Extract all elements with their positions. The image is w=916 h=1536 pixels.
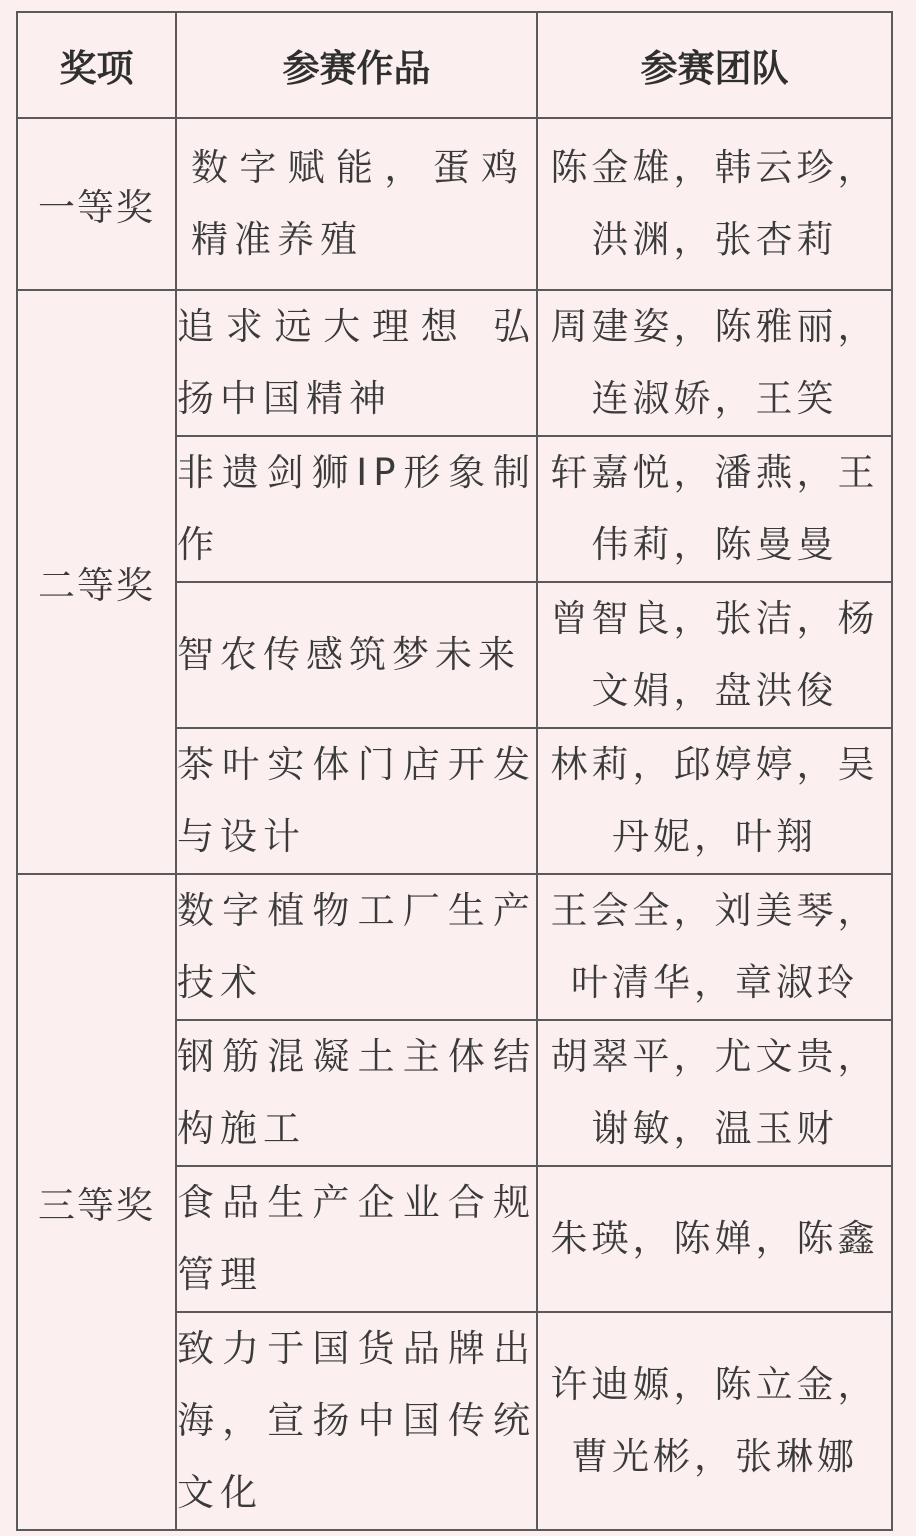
work-cell: 非遗剑狮IP形象制作 (176, 436, 537, 582)
work-cell: 智农传感筑梦未来 (176, 582, 537, 728)
table-row (17, 118, 892, 290)
work-cell: 致力于国货品牌出海，宣扬中国传统文化 (176, 1312, 537, 1530)
work-cell: 数字赋能，蛋鸡精准养殖 (176, 118, 537, 290)
header-award: 奖项 (17, 12, 176, 118)
work-cell: 数字植物工厂生产技术 (176, 874, 537, 1020)
header-work: 参赛作品 (176, 12, 537, 118)
team-cell: 朱瑛，陈婵，陈鑫 (537, 1166, 892, 1312)
table-row (17, 290, 892, 436)
work-cell: 钢筋混凝土主体结构施工 (176, 1020, 537, 1166)
table-header-row (17, 12, 892, 118)
team-cell: 周建姿，陈雅丽，连淑娇，王笑 (537, 290, 892, 436)
team-cell: 王会全，刘美琴，叶清华，章淑玲 (537, 874, 892, 1020)
team-cell: 陈金雄，韩云珍，洪渊，张杏莉 (537, 118, 892, 290)
team-cell: 曾智良，张洁，杨文娟，盘洪俊 (537, 582, 892, 728)
table-row (17, 874, 892, 1020)
team-cell: 胡翠平，尤文贵，谢敏，温玉财 (537, 1020, 892, 1166)
team-cell: 林莉，邱婷婷，吴丹妮，叶翔 (537, 728, 892, 874)
award-second: 二等奖 (17, 290, 176, 874)
award-first: 一等奖 (17, 118, 176, 290)
awards-table (16, 11, 893, 1531)
award-third: 三等奖 (17, 874, 176, 1530)
work-cell: 茶叶实体门店开发与设计 (176, 728, 537, 874)
team-cell: 轩嘉悦，潘燕，王伟莉，陈曼曼 (537, 436, 892, 582)
team-cell: 许迪嫄，陈立金，曹光彬，张琳娜 (537, 1312, 892, 1530)
work-cell: 追求远大理想 弘扬中国精神 (176, 290, 537, 436)
work-cell: 食品生产企业合规管理 (176, 1166, 537, 1312)
header-team: 参赛团队 (537, 12, 892, 118)
